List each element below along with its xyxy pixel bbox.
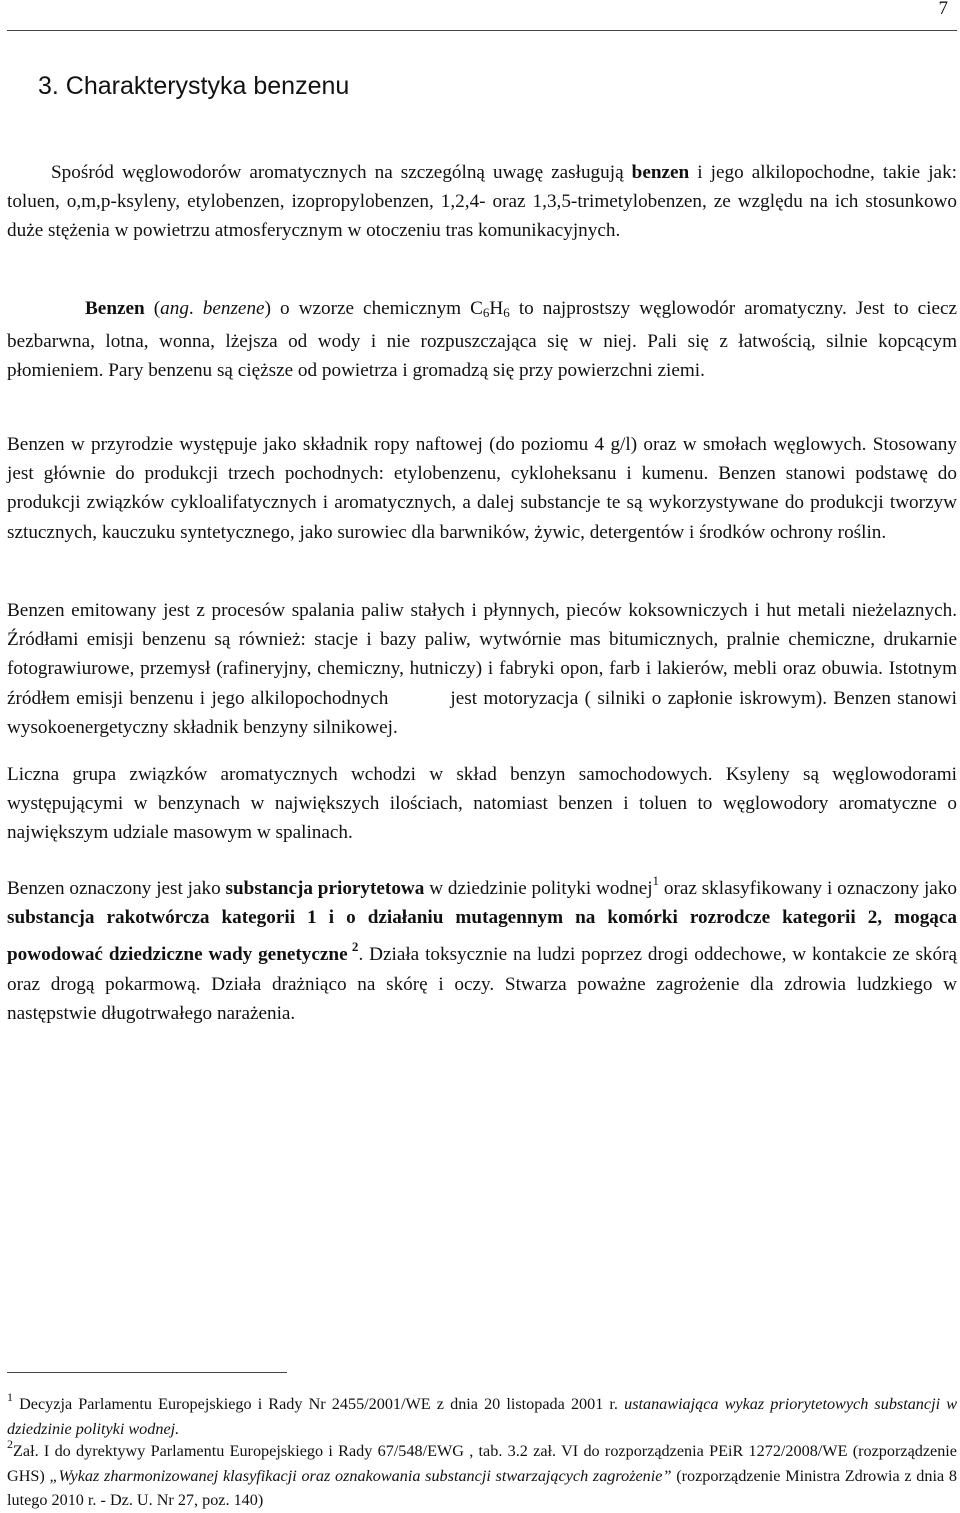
italic-term: benzene — [202, 298, 265, 319]
subscript: 6 — [482, 305, 490, 320]
text: Zał. I do dyrektywy Parlamentu Europejskiego i Rady 67/548/EWG , tab. 3.2 zał. VI do rozporządzenia PEiR 1272/2008/WE (rozporządzenie GHS) — [7, 1442, 957, 1485]
text: oraz sklasyfikowany i oznaczony jako — [659, 878, 958, 899]
text: . — [188, 298, 203, 319]
text: jest motoryzacja ( silniki o zapłonie iskrowym). Benzen stanowi wysokoenergetyczny składnik benzyny silnikowej. — [7, 687, 957, 738]
text: ( — [144, 298, 161, 319]
section-title: 3. Charakterystyka benzenu — [38, 72, 350, 100]
paragraph-properties — [7, 294, 957, 386]
text: Decyzja Parlamentu Europejskiego i Rady Nr 2455/2001/WE z dnia 20 listopada 2001 r. — [13, 1395, 625, 1413]
paragraph-classification — [7, 866, 957, 1028]
bold-term: benzen — [631, 162, 690, 183]
footnote-2 — [7, 1432, 957, 1513]
text: Benzen emitowany jest z procesów spalania paliw stałych i płynnych, pieców koksowniczych i hut metali nieżelaznych. Źródłami emisji benzenu są również: stacje i bazy paliw, wytwórnie mas bitumicznych, pralnie chemiczne, drukarnie fotograwiurowe, przemysł (rafineryjny, chemiczny, hutniczy) i fabryki opon, farb i lakierów, mebli oraz obuwia. Istotnym źródłem emisji benzenu i jego alkilopochodnych — [7, 600, 957, 709]
paragraph-fuels: Liczna grupa związków aromatycznych wchodzi w skład benzyn samochodowych. Ksyleny są węglowodorami występującymi w benzynach w największych ilościach, natomiast benzen i toluen to węglowodory aromatyczne o największym udziale masowym w spalinach. — [7, 764, 957, 844]
text: H — [489, 298, 504, 319]
text: ) — [264, 298, 271, 319]
footnote-ref: 2 — [347, 939, 359, 955]
text: to najprostszy węglowodór aromatyczny. Jest to ciecz bezbarwna, lotna, wonna, lżejsza od wody i nie rozpuszczająca się w niej. Pali się z łatwością, silnie kopcącym płomieniem. Pary benzenu są cięższe od powietrza i gromadzą się przy powierzchni ziemi. — [7, 298, 958, 382]
paragraph-emission — [7, 596, 957, 742]
text: Benzen oznaczony jest jako — [7, 878, 226, 899]
text: i jego alkilopochodne, takie jak: toluen, o,m,p-ksyleny, etylobenzen, izopropylobenzen, 1,2,4- oraz 1,3,5-trimetylobenzen, ze względu na ich stosunkowo duże stężenia w powietrzu atmosferycznym w otoczeniu tras komunikacyjnych. — [7, 162, 958, 242]
text: (rozporządzenie Ministra Zdrowia z dnia 8 lutego 2010 r. - Dz. U. Nr 27, poz. 140) — [7, 1466, 958, 1509]
paragraph-occurrence: Benzen w przyrodzie występuje jako składnik ropy naftowej (do poziomu 4 g/l) oraz w smołach węglowych. Stosowany jest głównie do produkcji trzech pochodnych: etylobenzenu, cykloheksanu i kumenu. Benzen stanowi podstawę do produkcji związków cykloalifatycznych i aromatycznych, a dalej substancje te są wykorzystywane do produkcji tworzyw sztucznych, kauczuku syntetycznego, jako surowiec dla barwników, żywic, detergentów i środków ochrony roślin. — [7, 434, 957, 543]
italic-text: „Wykaz zharmonizowanej klasyfikacji oraz oznakowania substancji stwarzających zagrożenie” — [49, 1466, 672, 1485]
text: o wzorze chemicznym C — [270, 298, 483, 319]
bold-term: substancja priorytetowa — [225, 878, 425, 899]
subscript: 6 — [503, 305, 510, 320]
text: . Działa toksycznie na ludzi poprzez drogi oddechowe, w kontakcie ze skórą oraz drogą pokarmową. Działa drażniąco na skórę i oczy. Stwarza poważne zagrożenie dla zdrowia ludzkiego w następstwie długotrwałego narażenia. — [7, 944, 957, 1024]
italic-text: ustanawiająca wykaz priorytetowych substancji w dziedzinie polityki wodnej. — [7, 1395, 957, 1438]
paragraph-intro — [7, 158, 957, 246]
footnote-rule — [7, 1372, 287, 1373]
italic-term: ang — [160, 298, 189, 319]
text: w dziedzinie polityki wodnej — [424, 878, 653, 899]
header-rule — [7, 30, 957, 31]
page-number: 7 — [938, 0, 948, 19]
bold-term: substancja rakotwórcza kategorii 1 i o działaniu mutagennym na komórki rozrodcze kategorii 2, mogąca powodować dziedziczne wady genetyczne — [7, 907, 957, 966]
footnote-number: 2 — [7, 1437, 13, 1451]
text: Spośród węglowodorów aromatycznych na szczególną uwagę zasługują — [51, 162, 632, 183]
bold-term: Benzen — [85, 298, 145, 319]
footnote-number: 1 — [7, 1390, 13, 1404]
footnote-ref: 1 — [652, 873, 660, 888]
